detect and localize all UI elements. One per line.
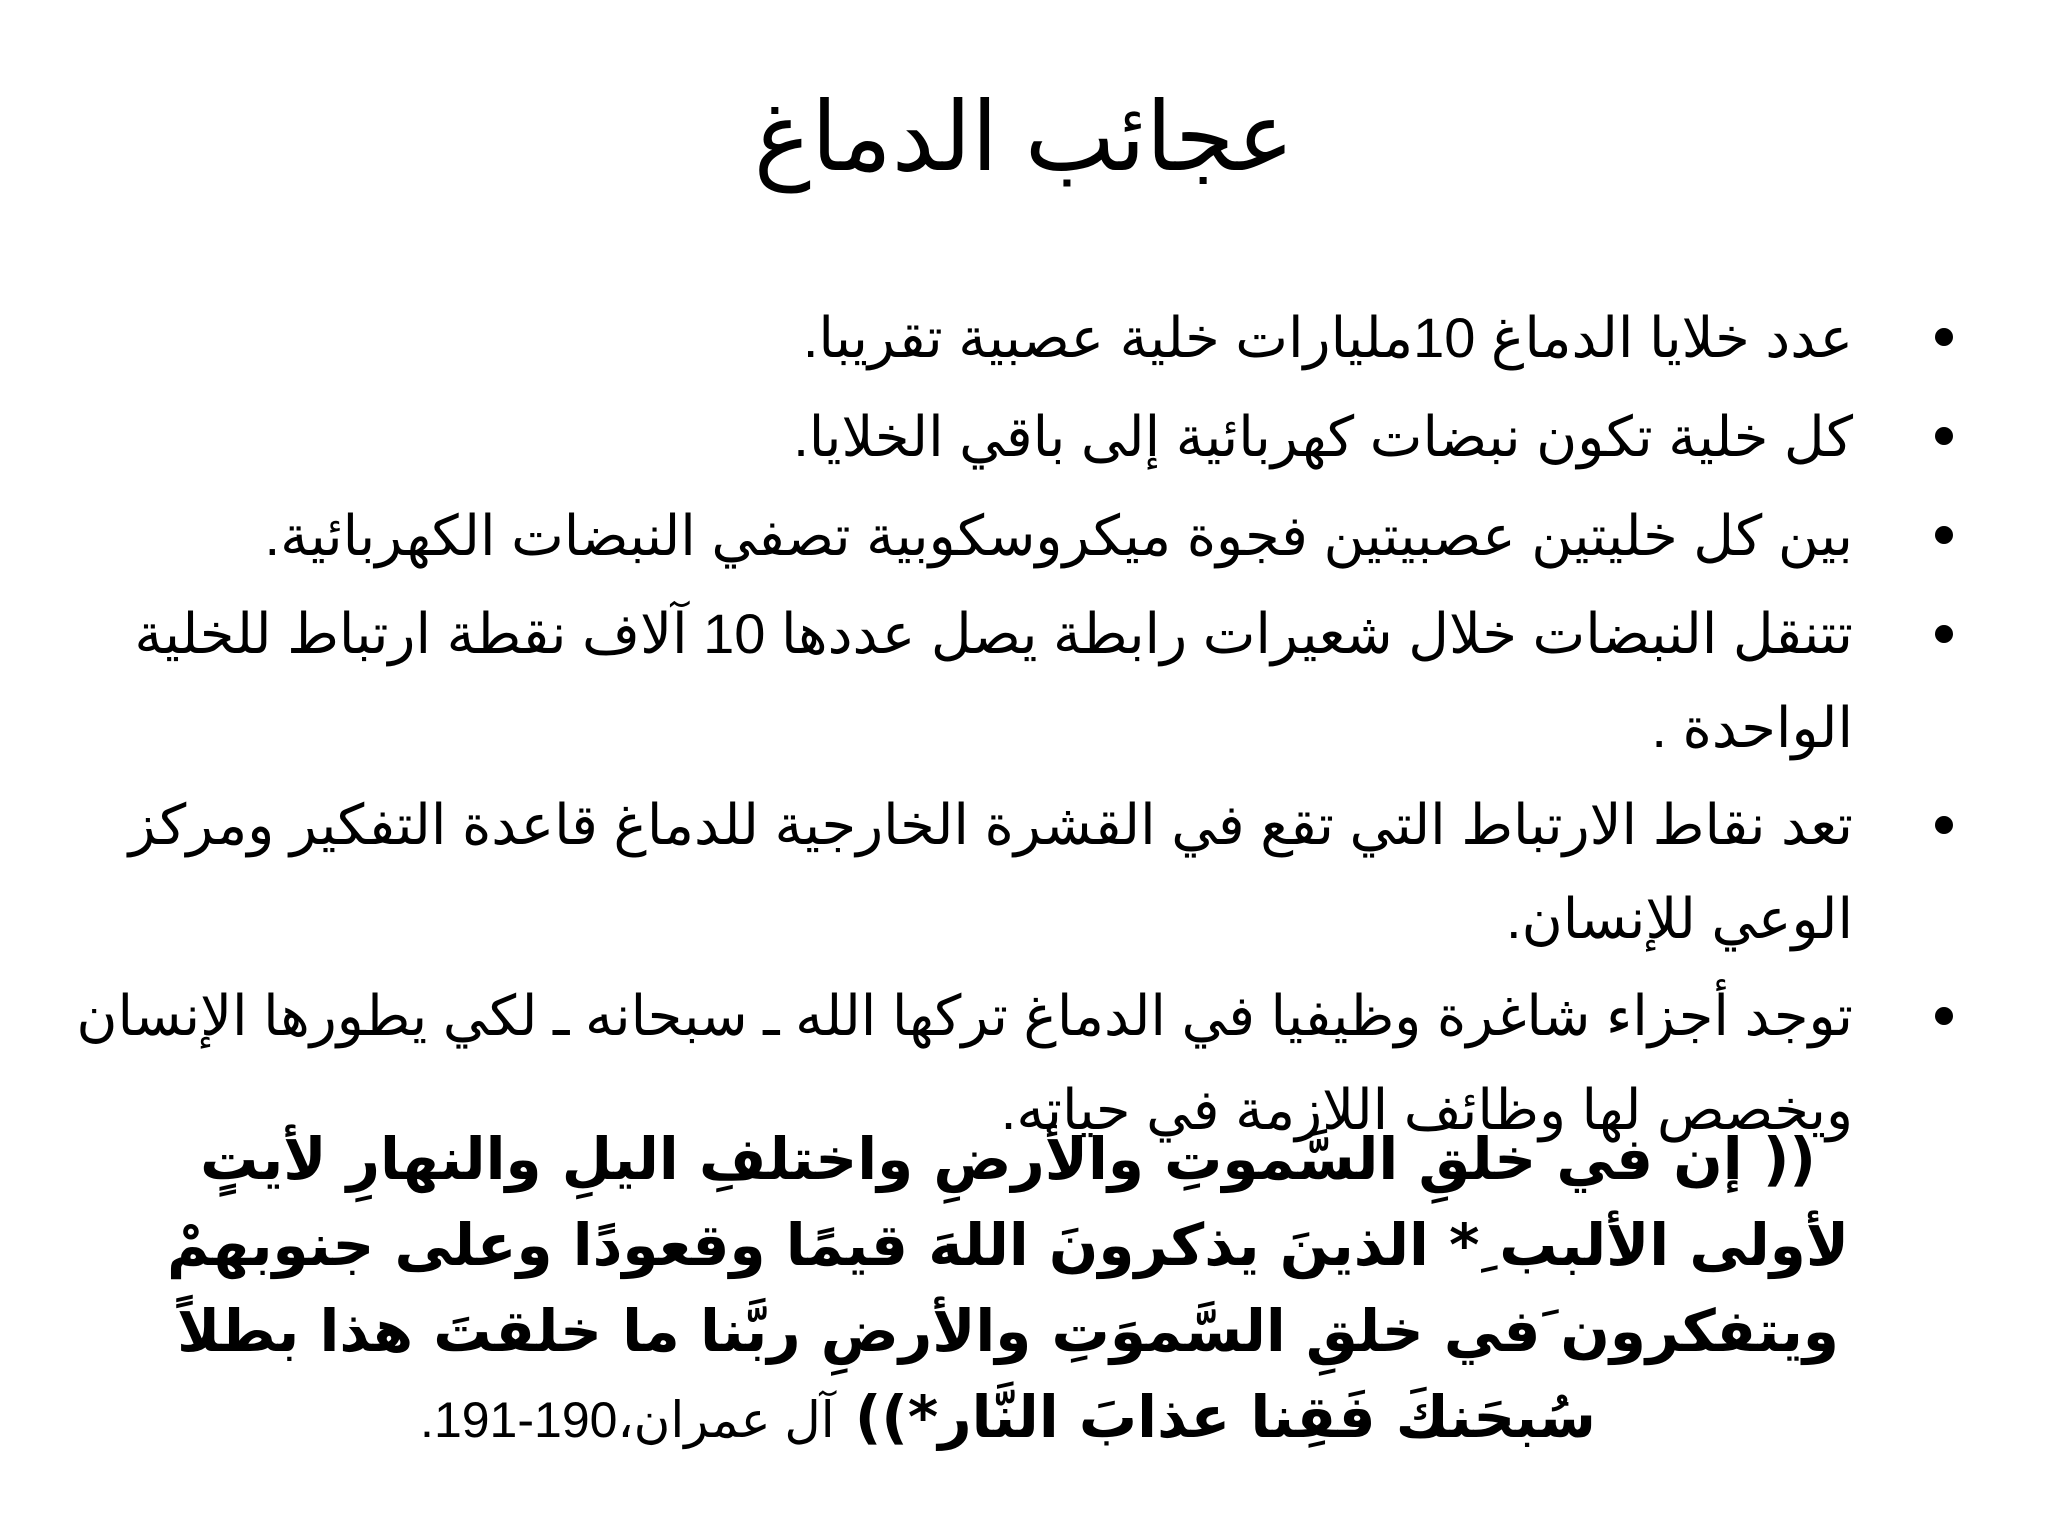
slide-title: عجائب الدماغ <box>753 84 1295 191</box>
verse-text: (( إن في خلقِ السَّموتِ والأرضِ واختلفِ اليلِ والنهارِ لأيتٍ لأولى الألبب ِ* الذينَ يذكرونَ اللهَ قيمًا وقعودًا وعلى جنوبهمْ ويتفكرون َفي خلقِ السَّموَتِ والأرضِ ربَّنا ما خلقتَ هذا بطلاً سُبحَنكَ فَقِنا عذابَ النَّار*)) <box>166 1125 1850 1451</box>
quran-verse <box>118 1116 1898 1463</box>
bullet-item <box>53 488 1953 584</box>
bullet-text: توجد أجزاء شاغرة وظيفيا في الدماغ تركها الله ـ سبحانه ـ لكي يطورها الإنسان ويخصص لها وظائف اللازمة في حياته. <box>76 984 1853 1141</box>
bullet-text: تعد نقاط الارتباط التي تقع في القشرة الخارجية للدماغ قاعدة التفكير ومركز الوعي للإنسان. <box>128 793 1853 950</box>
bullet-dot-icon <box>1935 526 1953 544</box>
bullet-text: بين كل خليتين عصبيتين فجوة ميكروسكوبية تصفي النبضات الكهربائية. <box>264 504 1853 567</box>
bullet-dot-icon <box>1935 1007 1953 1025</box>
bullet-item <box>53 778 1953 966</box>
bullet-text: عدد خلايا الدماغ 10مليارات خلية عصبية تقريبا. <box>802 306 1853 369</box>
bullet-text: كل خلية تكون نبضات كهربائية إلى باقي الخلايا. <box>793 405 1853 468</box>
bullet-list <box>53 290 1953 1160</box>
bullet-text: تتنقل النبضات خلال شعيرات رابطة يصل عددها 10 آلاف نقطة ارتباط للخلية الواحدة . <box>134 602 1853 759</box>
bullet-dot-icon <box>1935 427 1953 445</box>
bullet-dot-icon <box>1935 816 1953 834</box>
bullet-item <box>53 587 1953 775</box>
bullet-dot-icon <box>1935 328 1953 346</box>
bullet-item <box>53 389 1953 485</box>
verse-reference: آل عمران،190-191. <box>420 1392 835 1448</box>
bullet-item <box>53 290 1953 386</box>
bullet-dot-icon <box>1935 625 1953 643</box>
